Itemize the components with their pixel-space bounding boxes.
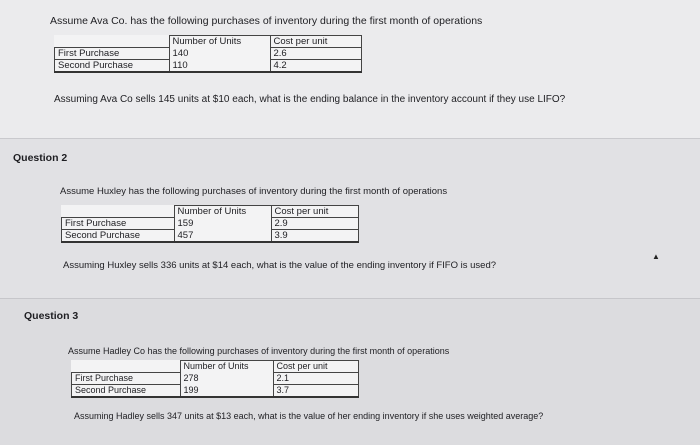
q3-intro: Assume Hadley Co has the following purchases of inventory during the first month of operations xyxy=(68,346,450,356)
q2-intro: Assume Huxley has the following purchases of inventory during the first month of operations xyxy=(60,186,448,197)
q3-row-1-units: 278 xyxy=(180,373,273,385)
q1-intro: Assume Ava Co. has the following purchases of inventory during the first month of operations xyxy=(50,15,483,27)
q1-header-units: Number of Units xyxy=(169,36,270,48)
q1-row-1-units: 140 xyxy=(169,48,270,60)
q1-question: Assuming Ava Co sells 145 units at $10 each, what is the ending balance in the inventory account if they use LIFO? xyxy=(54,94,566,105)
question-1-block xyxy=(0,0,700,138)
question-2-block xyxy=(0,138,700,299)
q1-row-2-units: 110 xyxy=(169,60,270,73)
q2-title: Question 2 xyxy=(13,152,68,164)
table-row xyxy=(72,373,359,385)
q3-question: Assuming Hadley sells 347 units at $13 each, what is the value of her ending inventory if she uses weighted average? xyxy=(74,411,544,421)
q1-row-1-label: First Purchase xyxy=(55,48,170,60)
q1-row-2-label: Second Purchase xyxy=(55,60,170,73)
q3-row-1-cost: 2.1 xyxy=(273,373,358,385)
q1-inventory-table xyxy=(54,35,362,73)
table-row xyxy=(62,218,359,230)
q3-title: Question 3 xyxy=(24,310,79,322)
q1-row-1-cost: 2.6 xyxy=(270,48,361,60)
q2-header-cost: Cost per unit xyxy=(271,206,358,218)
table-row xyxy=(62,230,359,243)
q2-row-2-label: Second Purchase xyxy=(62,230,175,243)
table-row xyxy=(55,48,362,60)
q3-row-2-label: Second Purchase xyxy=(72,385,181,398)
q3-row-1-label: First Purchase xyxy=(72,373,181,385)
question-3-block xyxy=(0,298,700,445)
q3-inventory-table xyxy=(71,360,359,398)
q1-header-cost: Cost per unit xyxy=(270,36,361,48)
q2-row-2-units: 457 xyxy=(174,230,271,243)
q2-question: Assuming Huxley sells 336 units at $14 each, what is the value of the ending inventory if FIFO is used? xyxy=(63,260,497,271)
q2-row-1-label: First Purchase xyxy=(62,218,175,230)
stray-mark-icon: ▲ xyxy=(652,252,660,261)
q3-header-units: Number of Units xyxy=(180,361,273,373)
table-row xyxy=(72,385,359,398)
q3-row-2-cost: 3.7 xyxy=(273,385,358,398)
q2-header-units: Number of Units xyxy=(174,206,271,218)
q2-row-2-cost: 3.9 xyxy=(271,230,358,243)
q3-header-cost: Cost per unit xyxy=(273,361,358,373)
q3-row-2-units: 199 xyxy=(180,385,273,398)
q2-row-1-units: 159 xyxy=(174,218,271,230)
table-row xyxy=(55,60,362,73)
q1-row-2-cost: 4.2 xyxy=(270,60,361,73)
q2-inventory-table xyxy=(61,205,359,243)
q2-row-1-cost: 2.9 xyxy=(271,218,358,230)
